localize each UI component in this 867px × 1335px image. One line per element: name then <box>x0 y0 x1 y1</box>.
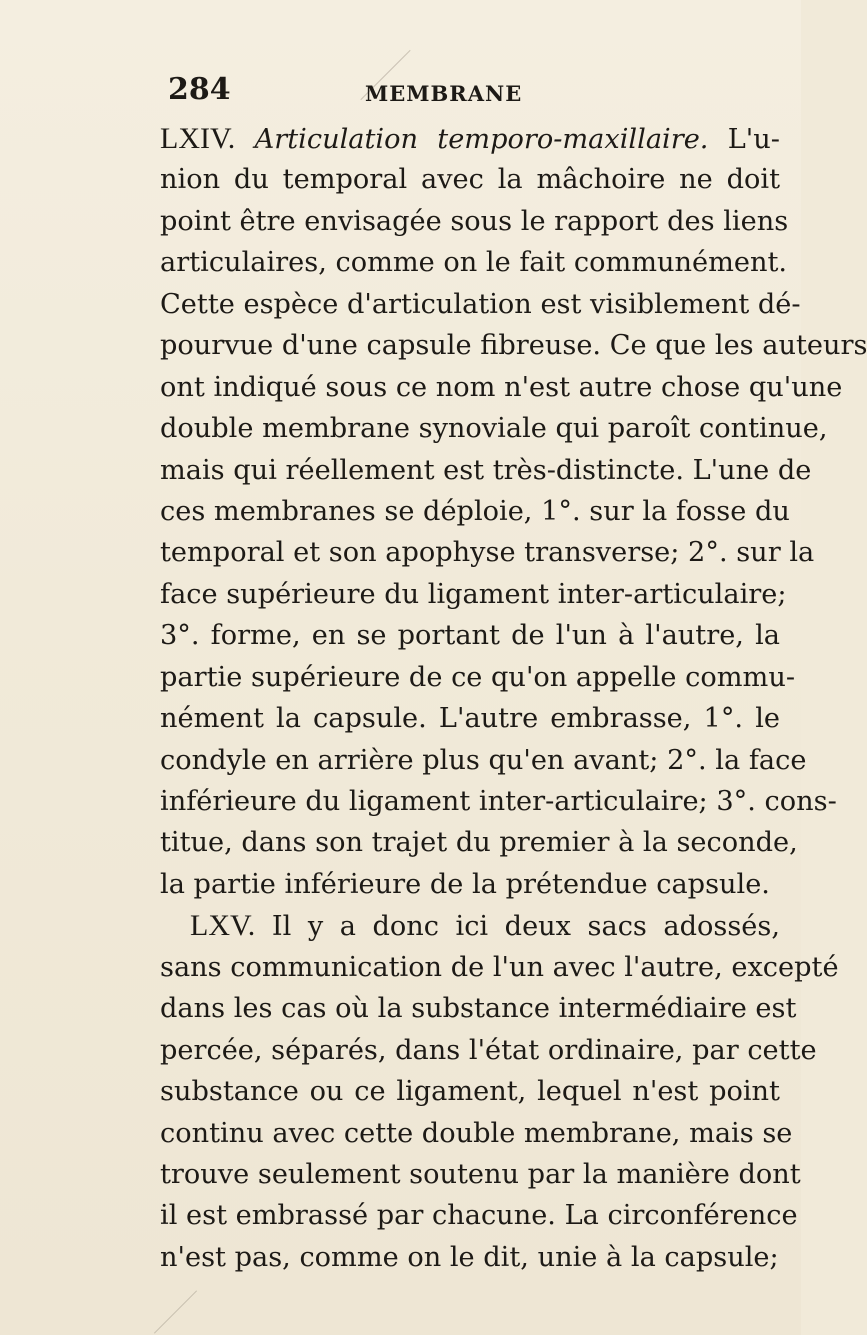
text-line: 3°. forme, en se portant de l'un à l'autre, la <box>160 620 780 652</box>
text-fragment: L'u- <box>708 124 780 155</box>
section-64-heading-line <box>160 118 780 159</box>
text-line: nion du temporal avec la mâchoire ne doit <box>160 164 780 196</box>
section-number: LXV. <box>190 909 256 943</box>
paper-scratch-mark <box>154 1290 197 1333</box>
text-line: dans les cas où la substance intermédiaire est <box>160 993 797 1025</box>
text-line: continu avec cette double membrane, mais se <box>160 1117 793 1149</box>
text-line: mais qui réellement est très-distincte. L'une de <box>160 454 812 486</box>
text-line: point être envisagée sous le rapport des liens <box>160 205 789 237</box>
body-text <box>160 118 867 1278</box>
section-number: LXIV. <box>160 122 236 155</box>
text-fragment: Il y a donc ici deux sacs adossés, <box>255 911 780 943</box>
text-line: articulaires, comme on le fait communément. <box>160 247 788 279</box>
section-65-first-line <box>160 905 780 946</box>
text-line: temporal et son apophyse transverse; 2°. sur la <box>160 537 815 569</box>
text-line: condyle en arrière plus qu'en avant; 2°. la face <box>160 744 807 776</box>
text-line: Cette espèce d'articulation est visiblement dé- <box>160 288 801 320</box>
page-number: 284 <box>168 72 231 107</box>
text-line: ces membranes se déploie, 1°. sur la fosse du <box>160 495 790 527</box>
text-line: n'est pas, comme on le dit, unie à la capsule; <box>160 1241 779 1273</box>
text-line: sans communication de l'un avec l'autre, excepté <box>160 951 839 983</box>
text-line: percée, séparés, dans l'état ordinaire, par cette <box>160 1034 817 1066</box>
text-line: pourvue d'une capsule fibreuse. Ce que les auteurs <box>160 330 867 362</box>
text-line: ont indiqué sous ce nom n'est autre chose qu'une <box>160 371 843 403</box>
text-line: partie supérieure de ce qu'on appelle commu- <box>160 661 796 693</box>
text-line: double membrane synoviale qui paroît continue, <box>160 413 828 445</box>
text-line: il est embrassé par chacune. La circonférence <box>160 1200 798 1232</box>
text-line: la partie inférieure de la prétendue capsule. <box>160 868 770 900</box>
running-head <box>140 70 780 110</box>
text-line: face supérieure du ligament inter-articulaire; <box>160 578 787 610</box>
text-line: titue, dans son trajet du premier à la seconde, <box>160 827 798 859</box>
text-line: trouve seulement soutenu par la manière dont <box>160 1158 801 1190</box>
text-line: inférieure du ligament inter-articulaire; 3°. cons- <box>160 786 837 817</box>
section-title: Articulation temporo-maxillaire. <box>254 124 709 155</box>
page-heading: MEMBRANE <box>365 81 523 106</box>
text-line: nément la capsule. L'autre embrasse, 1°. le <box>160 703 780 735</box>
text-line: substance ou ce ligament, lequel n'est point <box>160 1076 780 1108</box>
